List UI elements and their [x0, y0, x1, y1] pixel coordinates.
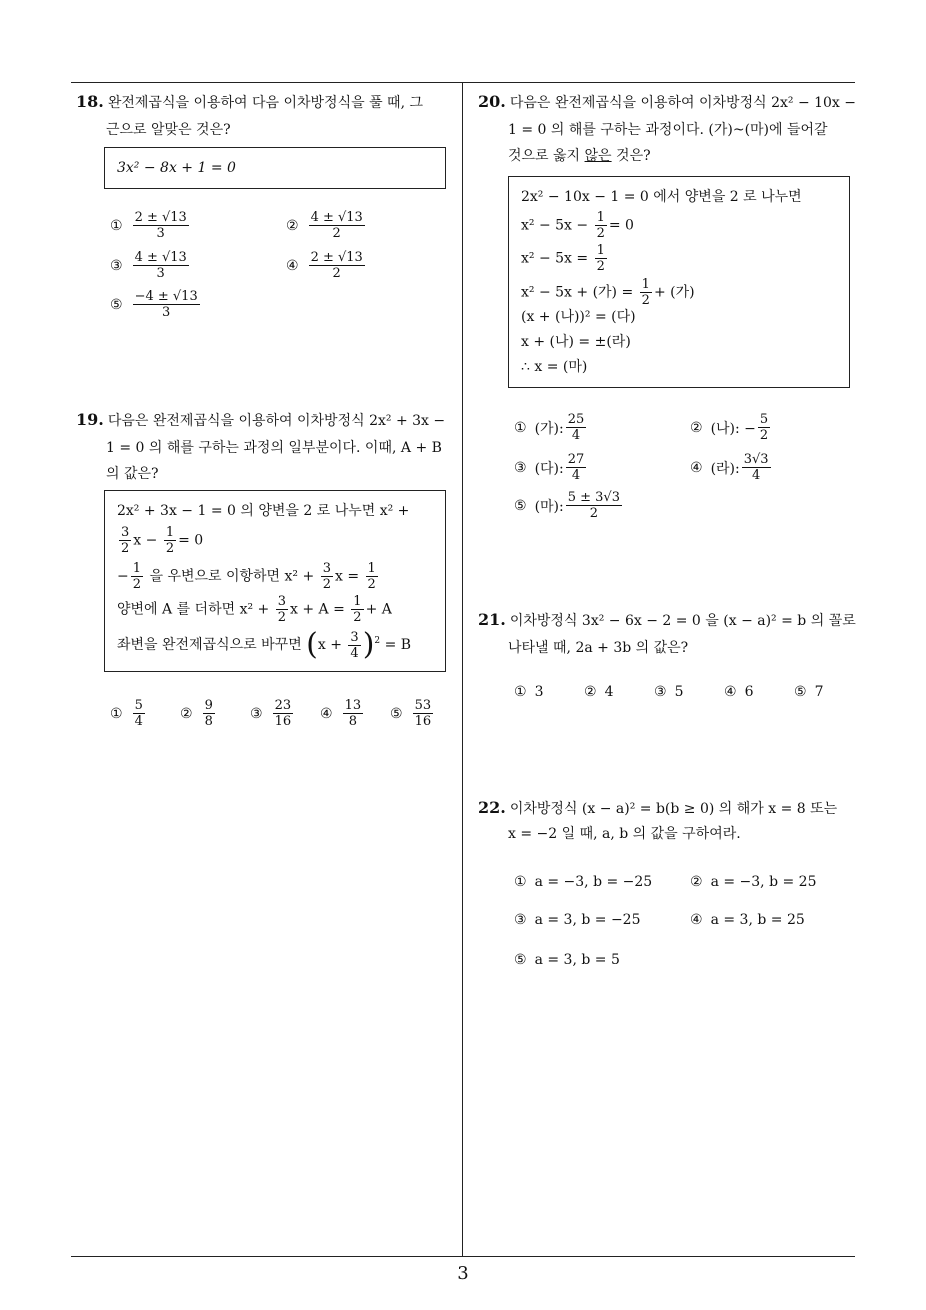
q21-line1: 21. 이차방정식 3x² − 6x − 2 = 0 을 (x − a)² = b 의 꼴로: [478, 610, 856, 629]
q19-line1: 19. 다음은 완전제곱식을 이용하여 이차방정식 2x² + 3x −: [76, 410, 446, 429]
column-divider: [462, 82, 463, 1257]
q22-option-3[interactable]: ③ a = 3, b = −25: [514, 912, 641, 928]
q19-box-line4: 양변에 A 를 더하면 x² + $\frac{3}{2}$ x + A = $\frac{1}{2}$ + A: [117, 594, 392, 625]
q18-number: 18.: [76, 92, 104, 111]
top-rule: [71, 82, 855, 83]
q19-box-line1: 2x² + 3x − 1 = 0 의 양변을 2 로 나누면 x² +: [117, 503, 410, 519]
q19-line3: 의 값은?: [106, 466, 159, 482]
q22-number: 22.: [478, 798, 506, 817]
q18-option-2[interactable]: ② $\frac{4 \pm √13}{2}$: [286, 210, 363, 241]
q20-box-line2: x² − 5x − $\frac{1}{2}$ = 0: [521, 210, 634, 241]
q20-option-2[interactable]: ② (나): − $\frac{5}{2}$: [690, 412, 769, 443]
q18-equation-box: [104, 147, 446, 189]
q20-option-1[interactable]: ① (가): $\frac{25}{4}$: [514, 412, 585, 443]
q20-box-line7: ∴ x = (마): [521, 359, 588, 375]
q22-option-1[interactable]: ① a = −3, b = −25: [514, 874, 653, 890]
q20-box-line6: x + (나) = ±(라): [521, 334, 631, 350]
q20-option-4[interactable]: ④ (라): $\frac{3√3}{4}$: [690, 452, 769, 483]
q21-option-2[interactable]: ② 4: [584, 684, 614, 700]
q19-line2: 1 = 0 의 해를 구하는 과정의 일부분이다. 이때, A + B: [106, 440, 442, 456]
q20-box-line1: 2x² − 10x − 1 = 0 에서 양변을 2 로 나누면: [521, 189, 802, 205]
q21-number: 21.: [478, 610, 506, 629]
q20-option-5[interactable]: ⑤ (마): $\frac{5 \pm 3√3}{2}$: [514, 490, 620, 521]
q18-option-5[interactable]: ⑤ $\frac{-4 \pm √13}{3}$: [110, 289, 198, 320]
q20-option-3[interactable]: ③ (다): $\frac{27}{4}$: [514, 452, 585, 483]
q22-option-2[interactable]: ② a = −3, b = 25: [690, 874, 817, 890]
q21-option-5[interactable]: ⑤ 7: [794, 684, 824, 700]
q22-line1: 22. 이차방정식 (x − a)² = b(b ≥ 0) 의 해가 x = 8 또는: [478, 798, 838, 817]
q20-process-box: [508, 176, 850, 388]
q20-number: 20.: [478, 92, 506, 111]
q19-option-3[interactable]: ③ $\frac{23}{16}$: [250, 698, 292, 729]
q19-box-line2: $\frac{3}{2}$ x − $\frac{1}{2}$ = 0: [121, 525, 204, 556]
q20-line2: 1 = 0 의 해를 구하는 과정이다. (가)~(마)에 들어갈: [508, 122, 828, 138]
page-number: 3: [457, 1263, 469, 1284]
q20-line3: 것으로 옳지 않은 것은?: [508, 148, 651, 164]
q19-option-4[interactable]: ④ $\frac{13}{8}$: [320, 698, 362, 729]
q19-box-line5: 좌변을 완전제곱식으로 바꾸면 (x + $\frac{3}{4}$ )$^2$ = B: [117, 627, 412, 662]
q21-option-3[interactable]: ③ 5: [654, 684, 684, 700]
q18-option-3[interactable]: ③ $\frac{4 \pm √13}{3}$: [110, 250, 187, 281]
q20-box-line4: x² − 5x + (가) = $\frac{1}{2}$ + (가): [521, 277, 695, 308]
q22-option-4[interactable]: ④ a = 3, b = 25: [690, 912, 805, 928]
q18-equation: 3x² − 8x + 1 = 0: [117, 160, 236, 176]
bottom-rule: [71, 1256, 855, 1257]
q20-box-line3: x² − 5x = $\frac{1}{2}$: [521, 243, 605, 274]
q19-option-2[interactable]: ② $\frac{9}{8}$: [180, 698, 213, 729]
q19-process-box: [104, 490, 446, 672]
q20-box-line5: (x + (나))² = (다): [521, 309, 636, 325]
q18-line1: 18. 완전제곱식을 이용하여 다음 이차방정식을 풀 때, 그: [76, 92, 423, 111]
q18-line2: 근으로 알맞은 것은?: [106, 122, 231, 138]
q19-option-5[interactable]: ⑤ $\frac{53}{16}$: [390, 698, 432, 729]
q19-option-1[interactable]: ① $\frac{5}{4}$: [110, 698, 143, 729]
q18-option-1[interactable]: ① $\frac{2 \pm √13}{3}$: [110, 210, 187, 241]
q18-option-4[interactable]: ④ $\frac{2 \pm √13}{2}$: [286, 250, 363, 281]
q21-line2: 나타낼 때, 2a + 3b 의 값은?: [508, 640, 689, 656]
q22-line2: x = −2 일 때, a, b 의 값을 구하여라.: [508, 826, 741, 842]
q21-option-1[interactable]: ① 3: [514, 684, 544, 700]
q21-option-4[interactable]: ④ 6: [724, 684, 754, 700]
q20-line1: 20. 다음은 완전제곱식을 이용하여 이차방정식 2x² − 10x −: [478, 92, 857, 111]
q22-option-5[interactable]: ⑤ a = 3, b = 5: [514, 952, 620, 968]
q19-box-line3: − $\frac{1}{2}$ 을 우변으로 이항하면 x² + $\frac{3}{2}$ x = $\frac{1}{2}$: [117, 561, 376, 592]
q19-number: 19.: [76, 410, 104, 429]
